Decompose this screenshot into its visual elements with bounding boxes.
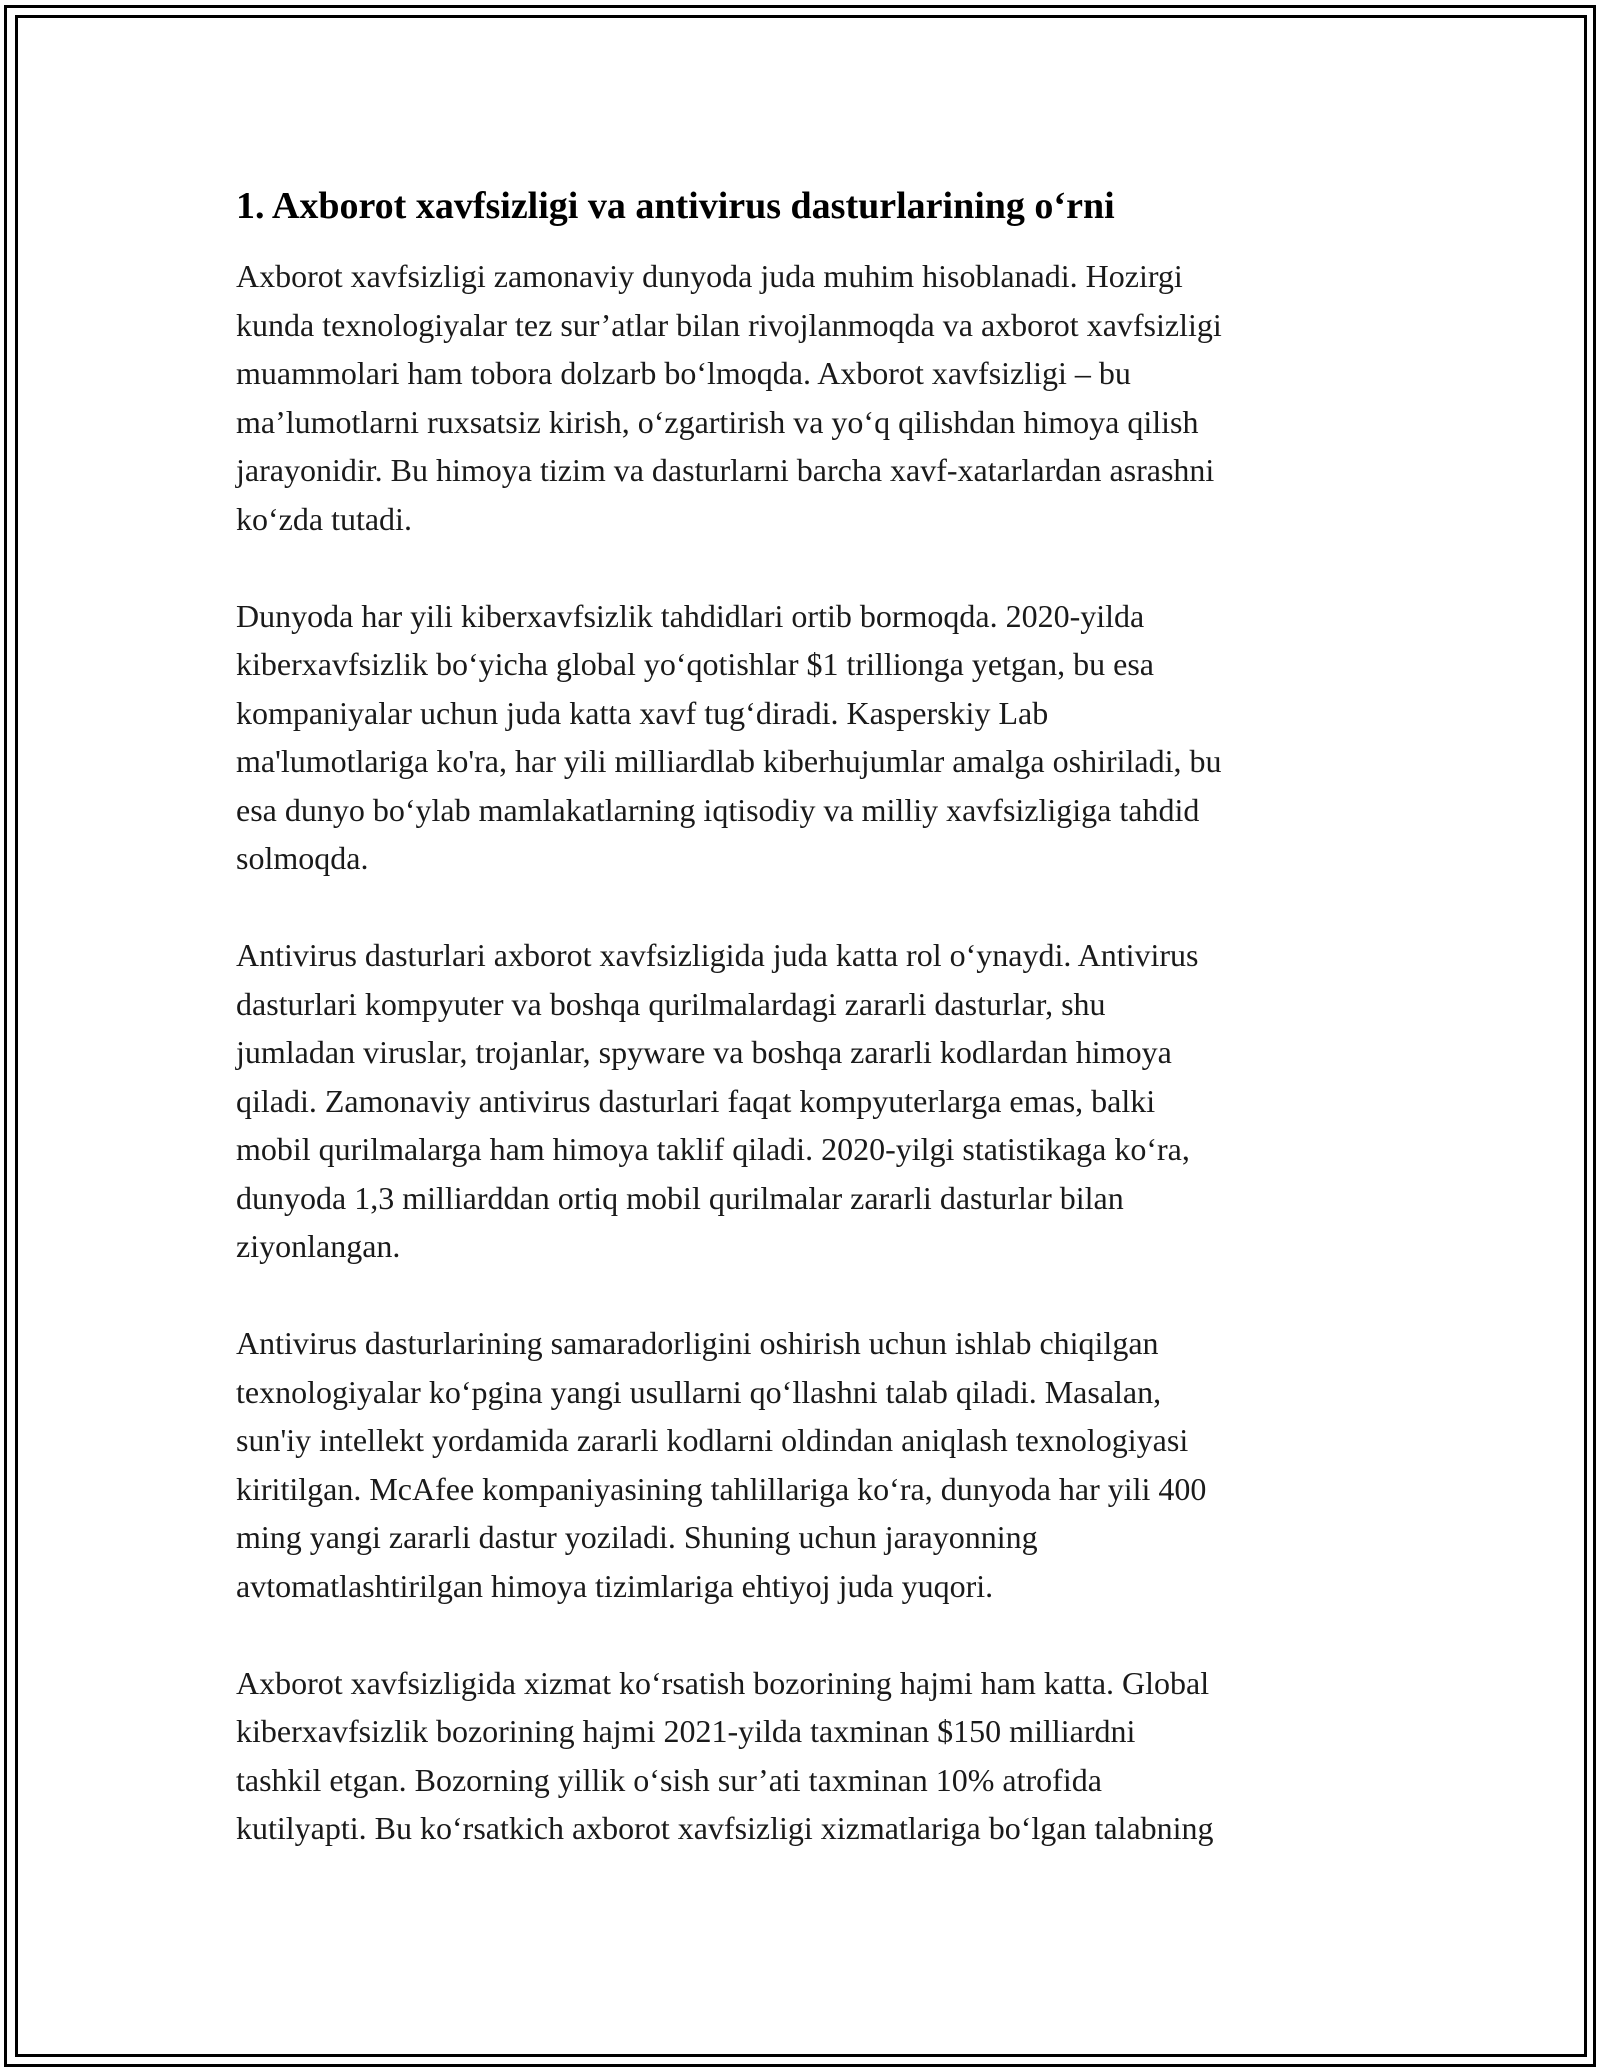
paragraph-line: kiberxavfsizlik bo‘yicha global yo‘qotishlar $1 trillionga yetgan, bu esa [236, 646, 1154, 682]
paragraph-line: muammolari ham tobora dolzarb bo‘lmoqda. Axborot xavfsizligi – bu [236, 355, 1131, 391]
paragraph-1 [236, 252, 1376, 543]
paragraph-5 [236, 1659, 1376, 1853]
paragraph-line: kunda texnologiyalar tez sur’atlar bilan rivojlanmoqda va axborot xavfsizligi [236, 306, 1222, 343]
paragraph-line: kiberxavfsizlik bozorining hajmi 2021-yilda taxminan $150 milliardni [236, 1713, 1136, 1749]
paragraph-3 [236, 931, 1376, 1271]
paragraph-line: esa dunyo bo‘ylab mamlakatlarning iqtisodiy va milliy xavfsizligiga tahdid [236, 791, 1200, 828]
paragraph-line: avtomatlashtirilgan himoya tizimlariga ehtiyoj juda yuqori. [236, 1567, 994, 1604]
paragraph-line: kompaniyalar uchun juda katta xavf tug‘diradi. Kasperskiy Lab [236, 694, 1049, 731]
paragraph-line: dunyoda 1,3 milliarddan ortiq mobil qurilmalar zararli dasturlar bilan [236, 1179, 1124, 1216]
paragraph-line: ming yangi zararli dastur yoziladi. Shuning uchun jarayonning [236, 1519, 1038, 1555]
paragraph-line: ma’lumotlarni ruxsatsiz kirish, o‘zgartirish va yo‘q qilishdan himoya qilish [236, 403, 1199, 440]
paragraph-line: Antivirus dasturlarining samaradorligini oshirish uchun ishlab chiqilgan [236, 1325, 1159, 1361]
paragraph-line: kutilyapti. Bu ko‘rsatkich axborot xavfsizligi xizmatlariga bo‘lgan talabning [236, 1810, 1214, 1846]
paragraph-line: dasturlari kompyuter va boshqa qurilmalardagi zararli dasturlar, shu [236, 985, 1106, 1022]
paragraph-line: ko‘zda tutadi. [236, 500, 412, 537]
paragraph-line: solmoqda. [236, 840, 369, 876]
paragraph-line: jumladan viruslar, trojanlar, spyware va boshqa zararli kodlardan himoya [236, 1034, 1172, 1070]
paragraph-line: Antivirus dasturlari axborot xavfsizligida juda katta rol o‘ynaydi. Antivirus [236, 937, 1199, 973]
paragraph-4 [236, 1319, 1376, 1610]
paragraph-line: kiritilgan. McAfee kompaniyasining tahlillariga ko‘ra, dunyoda har yili 400 [236, 1470, 1207, 1507]
paragraph-line: qiladi. Zamonaviy antivirus dasturlari faqat kompyuterlarga emas, balki [236, 1082, 1156, 1119]
paragraph-2 [236, 592, 1376, 883]
paragraph-line: tashkil etgan. Bozorning yillik o‘sish sur’ati taxminan 10% atrofida [236, 1761, 1102, 1798]
paragraph-line: ziyonlangan. [236, 1228, 401, 1264]
paragraph-line: sun'iy intellekt yordamida zararli kodlarni oldindan aniqlash texnologiyasi [236, 1422, 1189, 1458]
paragraph-line: Dunyoda har yili kiberxavfsizlik tahdidlari ortib bormoqda. 2020-yilda [236, 597, 1145, 634]
paragraph-line: mobil qurilmalarga ham himoya taklif qiladi. 2020-yilgi statistikaga ko‘ra, [236, 1131, 1190, 1167]
paragraph-line: Axborot xavfsizligida xizmat ko‘rsatish bozorining hajmi ham katta. Global [236, 1664, 1210, 1701]
document-body [236, 180, 1376, 1901]
paragraph-line: ma'lumotlariga ko'ra, har yili milliardlab kiberhujumlar amalga oshiriladi, bu [236, 743, 1222, 779]
section-heading: 1. Axborot xavfsizligi va antivirus dasturlarining o‘rni [236, 185, 1115, 227]
paragraph-line: texnologiyalar ko‘pgina yangi usullarni qo‘llashni talab qiladi. Masalan, [236, 1373, 1162, 1410]
paragraph-line: Axborot xavfsizligi zamonaviy dunyoda juda muhim hisoblanadi. Hozirgi [236, 258, 1183, 294]
paragraph-line: jarayonidir. Bu himoya tizim va dasturlarni barcha xavf-xatarlardan asrashni [236, 452, 1215, 488]
